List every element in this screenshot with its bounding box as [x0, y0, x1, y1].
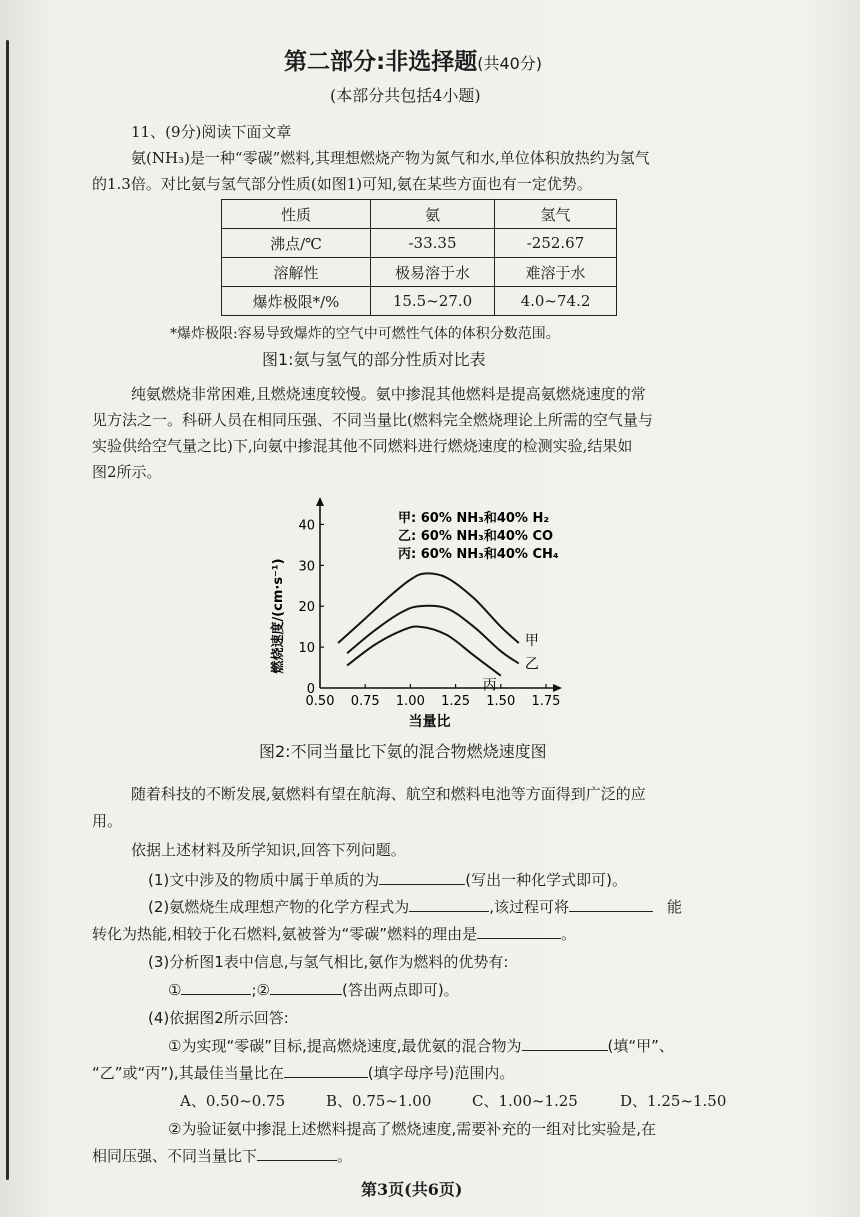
- question-label: 11、(9分)阅读下面文章: [131, 123, 292, 141]
- table-row: [222, 258, 617, 287]
- y-axis-arrow: [316, 497, 324, 506]
- q2-text-c: 能: [667, 898, 683, 916]
- para3-line2: 用。: [92, 812, 123, 830]
- x-tick-label: 1.75: [531, 694, 561, 709]
- q1-text: (1)文中涉及的物质中属于单质的为: [148, 871, 380, 889]
- q2-text-b: ,该过程可将: [489, 898, 570, 916]
- answer-blank[interactable]: [181, 980, 251, 995]
- figure2-caption: 图2:不同当量比下氨的混合物燃烧速度图: [259, 742, 547, 761]
- q4-1-text-d: (填字母序号)范围内。: [367, 1064, 515, 1082]
- questions-intro: 依据上述材料及所学知识,回答下列问题。: [131, 841, 406, 859]
- q4-1-text: ①为实现“零碳”目标,提高燃烧速度,最优氨的混合物为: [168, 1037, 522, 1055]
- option-d: D、1.25~1.50: [620, 1092, 727, 1110]
- q4-2-text-c: 。: [337, 1147, 353, 1165]
- legend-entry: 丙: 60% NH₃和40% CH₄: [398, 547, 559, 562]
- table-cell: -252.67: [495, 229, 617, 258]
- answer-blank[interactable]: [409, 897, 489, 912]
- table-cell: 爆炸极限*/%: [222, 287, 371, 316]
- para1-line2: 的1.3倍。对比氨与氢气部分性质(如图1)可知,氨在某些方面也有一定优势。: [92, 175, 592, 193]
- question-2: [148, 897, 682, 917]
- table-header: 氨: [371, 200, 495, 229]
- para2-line2: 见方法之一。科研人员在相同压强、不同当量比(燃料完全燃烧理论上所需的空气量与: [92, 411, 653, 429]
- answer-blank[interactable]: [257, 1146, 337, 1161]
- answer-blank[interactable]: [477, 924, 561, 939]
- q2-text: (2)氨燃烧生成理想产物的化学方程式为: [148, 898, 410, 916]
- table-cell: 溶解性: [222, 258, 371, 287]
- q4-1-text-c: “乙”或“丙”),其最佳当量比在: [92, 1064, 284, 1082]
- table-row: [222, 229, 617, 258]
- table-cell: -33.35: [371, 229, 495, 258]
- q1-hint: (写出一种化学式即可)。: [465, 871, 627, 889]
- legend-entry: 乙: 60% NH₃和40% CO: [398, 529, 554, 544]
- chart-legend: [398, 510, 559, 562]
- option-a: A、0.50~0.75: [180, 1092, 286, 1110]
- q3-hint: (答出两点即可)。: [341, 981, 459, 999]
- question-4-1-cont: [92, 1063, 514, 1083]
- table-row: [222, 287, 617, 316]
- question-4-2: ②为验证氨中掺混上述燃料提高了燃烧速度,需要补充的一组对比实验是,在: [168, 1120, 656, 1138]
- table-header-row: [222, 200, 617, 229]
- y-tick-label: 10: [298, 641, 315, 657]
- q4-1-hint: (填“甲”、: [607, 1037, 674, 1055]
- option-c: C、1.00~1.25: [472, 1092, 578, 1110]
- option-b: B、0.75~1.00: [326, 1092, 432, 1110]
- series-label: 甲: [524, 633, 539, 650]
- y-tick-label: 30: [298, 559, 315, 575]
- answer-blank[interactable]: [522, 1036, 608, 1051]
- x-tick-label: 0.50: [305, 694, 335, 709]
- x-axis-arrow: [553, 684, 562, 692]
- section-heading: [284, 49, 543, 75]
- table-cell: 15.5~27.0: [371, 287, 495, 316]
- para3-line1: 随着科技的不断发展,氨燃料有望在航海、航空和燃料电池等方面得到广泛的应: [131, 785, 646, 803]
- para2-line3: 实验供给空气量之比)下,向氨中掺混其他不同燃料进行燃烧速度的检测实验,结果如: [92, 437, 633, 455]
- chart-series: [338, 573, 539, 693]
- page-number: 第3页(共6页): [361, 1180, 463, 1199]
- series-label: 乙: [524, 656, 539, 673]
- section-subtitle: (本部分共包括4小题): [330, 86, 481, 105]
- x-tick-label: 1.25: [441, 694, 471, 709]
- question-2-cont: [92, 924, 576, 944]
- figure1-caption: 图1:氨与氢气的部分性质对比表: [262, 350, 486, 369]
- y-axis-label: 燃烧速度/(cm·s⁻¹): [271, 558, 286, 674]
- table-header: 氢气: [495, 200, 617, 229]
- series-label: 丙: [482, 677, 497, 694]
- y-tick-label: 0: [306, 682, 315, 697]
- q2-text-d: 转化为热能,相较于化石燃料,氨被誉为“零碳”燃料的理由是: [92, 925, 478, 943]
- table-cell: 沸点/℃: [222, 229, 371, 258]
- section-score: (共40分): [477, 54, 543, 73]
- series-line: [347, 606, 519, 664]
- table-cell: 极易溶于水: [371, 258, 495, 287]
- question-4-2-cont: [92, 1146, 352, 1166]
- legend-entry: 甲: 60% NH₃和40% H₂: [398, 511, 550, 526]
- para2-line1: 纯氨燃烧非常困难,且燃烧速度较慢。氨中掺混其他燃料是提高氨燃烧速度的常: [131, 385, 646, 403]
- y-tick-label: 20: [298, 600, 315, 616]
- question-4: (4)依据图2所示回答:: [148, 1009, 289, 1027]
- question-3-answers: [168, 980, 459, 1000]
- answer-blank[interactable]: [284, 1063, 368, 1078]
- x-tick-label: 1.00: [395, 694, 425, 709]
- answer-blank[interactable]: [270, 980, 342, 995]
- section-title: 第二部分:非选择题: [284, 49, 478, 75]
- answer-blank[interactable]: [569, 897, 653, 912]
- answer-blank[interactable]: [379, 870, 465, 885]
- page-edge: [6, 40, 9, 1180]
- para2-line4: 图2所示。: [92, 463, 162, 481]
- q3-marker-2: ;②: [251, 981, 270, 999]
- y-tick-label: 40: [298, 518, 315, 534]
- q4-2-text-b: 相同压强、不同当量比下: [92, 1147, 258, 1165]
- series-line: [338, 573, 519, 643]
- x-tick-label: 1.50: [486, 694, 516, 709]
- properties-table: [221, 199, 617, 316]
- question-4-1: [168, 1036, 674, 1056]
- table-cell: 4.0~74.2: [495, 287, 617, 316]
- table-cell: 难溶于水: [495, 258, 617, 287]
- q2-text-e: 。: [561, 925, 577, 943]
- combustion-speed-chart: [250, 492, 610, 737]
- x-axis-label: 当量比: [408, 714, 451, 730]
- question-3: (3)分析图1表中信息,与氢气相比,氨作为燃料的优势有:: [148, 953, 509, 971]
- q3-marker-1: ①: [168, 981, 182, 999]
- table-header: 性质: [222, 200, 371, 229]
- table-note: *爆炸极限:容易导致爆炸的空气中可燃性气体的体积分数范围。: [170, 326, 560, 342]
- question-1: [148, 870, 627, 890]
- para1-line1: 氨(NH₃)是一种“零碳”燃料,其理想燃烧产物为氮气和水,单位体积放热约为氢气: [131, 149, 650, 167]
- x-tick-label: 0.75: [350, 694, 380, 709]
